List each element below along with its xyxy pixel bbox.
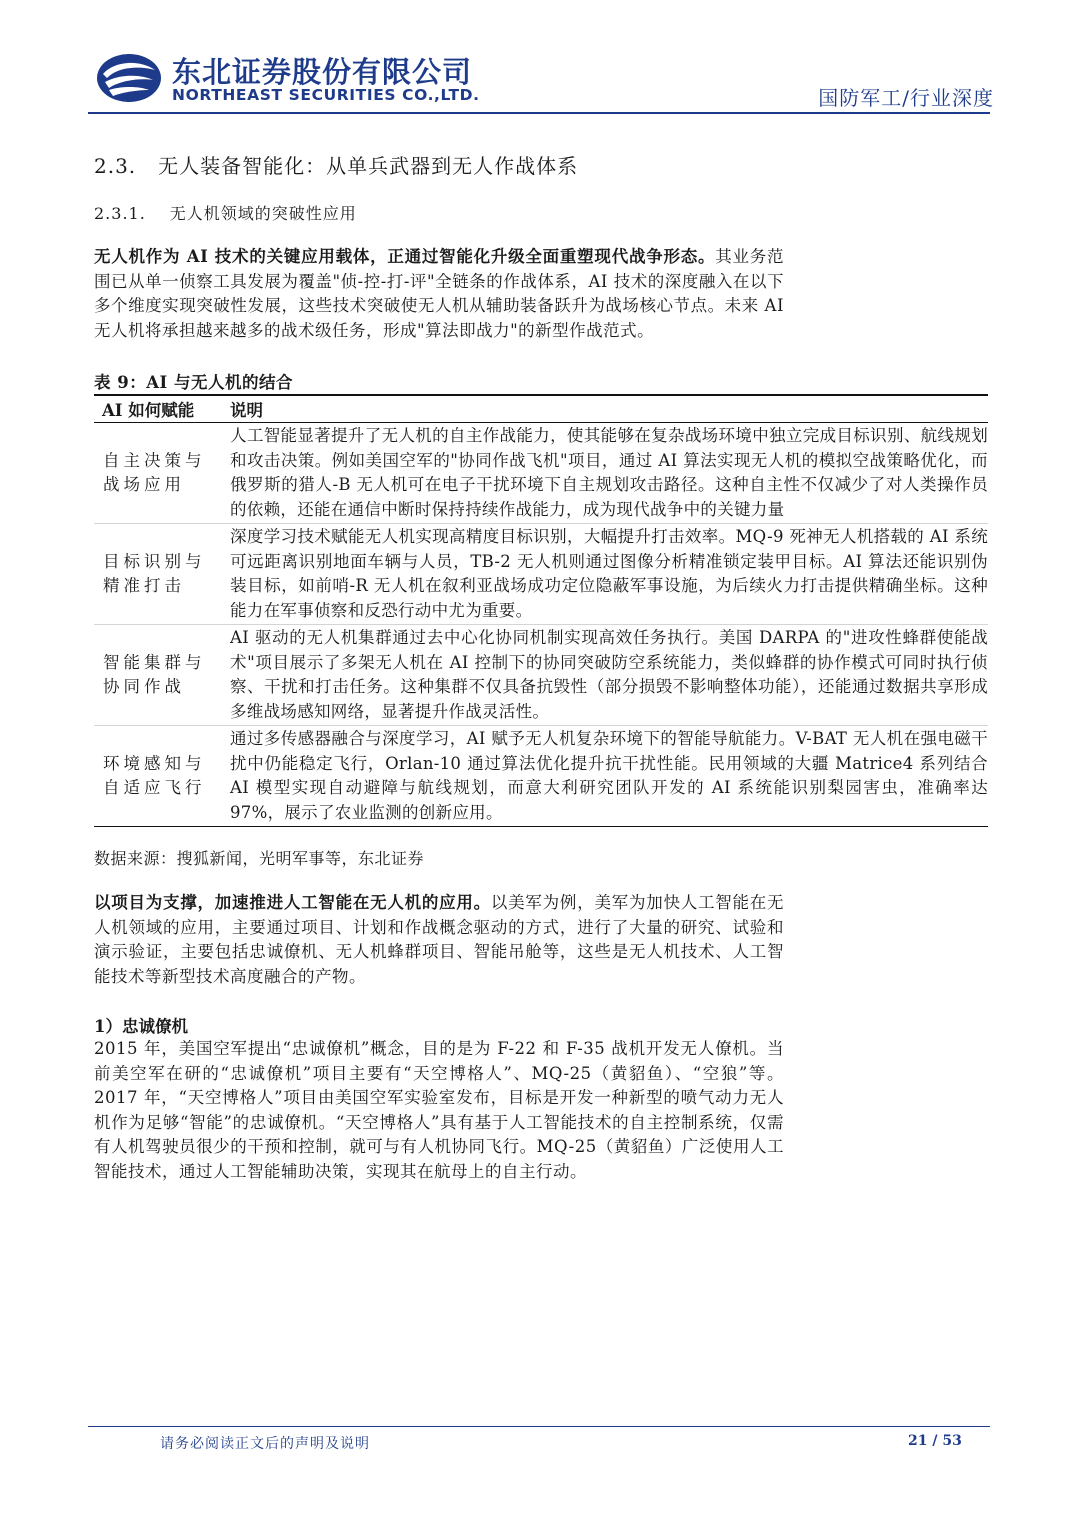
intro-paragraph	[94, 245, 784, 343]
company-name-en: NORTHEAST SECURITIES CO.,LTD.	[172, 86, 480, 104]
section-title: 无人装备智能化：从单兵武器到无人作战体系	[158, 154, 579, 178]
row-text: 深度学习技术赋能无人机实现高精度目标识别，大幅提升打击效率。MQ-9 死神无人机搭载的 AI 系统可远距离识别地面车辆与人员，TB-2 无人机则通过图像分析精准锁定装甲目标。AI 算法还能识别伪装目标，如前哨-R 无人机在叙利亚战场成功定位隐蔽军事设施，为后续火力打击提供精确坐标。这种能力在军事侦察和反恐行动中尤为重要。	[230, 527, 988, 620]
table-row	[94, 423, 988, 524]
table-row	[94, 726, 988, 827]
row-label: 环境感知与自适应飞行	[103, 753, 206, 797]
footer-rule	[88, 1426, 990, 1427]
footer-disclaimer: 请务必阅读正文后的声明及说明	[160, 1436, 370, 1452]
intro-lead: 无人机作为 AI 技术的关键应用载体，正通过智能化升级全面重塑现代战争形态。	[94, 247, 716, 266]
header-rule	[88, 112, 990, 114]
table-source: 数据来源：搜狐新闻，光明军事等，东北证券	[94, 849, 425, 868]
subsection-heading	[94, 201, 357, 224]
project-body: 以美军为例，美军为加快人工智能在无人机领域的应用，主要通过项目、计划和作战概念驱动的方式，进行了大量的研究、试验和演示验证，主要包括忠诚僚机、无人机蜂群项目、智能吊舱等，这些是无人机技术、人工智能技术等新型技术高度融合的产物。	[94, 893, 785, 986]
row-text: AI 驱动的无人机集群通过去中心化协同机制实现高效任务执行。美国 DARPA 的"进攻性蜂群使能战术"项目展示了多架无人机在 AI 控制下的协同突破防空系统能力，类似蜂群的协作模式可同时执行侦察、干扰和打击任务。这种集群不仅具备抗毁性（部分损毁不影响整体功能），还能通过数据共享形成多维战场感知网络，显著提升作战灵活性。	[230, 628, 988, 721]
section-heading	[94, 150, 578, 179]
company-name-cn: 东北证券股份有限公司	[172, 55, 473, 89]
table-row	[94, 524, 988, 625]
table-header-row	[94, 396, 988, 422]
subsection-title: 无人机领域的突破性应用	[169, 204, 357, 223]
project-lead: 以项目为支撑，加速推进人工智能在无人机的应用。	[94, 893, 491, 912]
project-paragraph	[94, 891, 784, 989]
table-row	[94, 625, 988, 726]
loyal-wingman-paragraph: 2015 年，美国空军提出“忠诚僚机”概念，目的是为 F-22 和 F-35 战机开发无人僚机。当前美空军在研的“忠诚僚机”项目主要有“天空博格人”、MQ-25（黄貂鱼）、“空狼”等。2017 年，“天空博格人”项目由美国空军实验室发布，目标是开发一种新型的喷气动力无人机作为足够“智能”的忠诚僚机。“天空博格人”具有基于人工智能技术的自主控制系统，仅需有人机驾驶员很少的干预和控制，就可与有人机协同飞行。MQ-25（黄貂鱼）广泛使用人工智能技术，通过人工智能辅助决策，实现其在航母上的自主行动。	[94, 1039, 784, 1181]
report-category: 国防军工/行业深度	[818, 86, 994, 110]
company-logo-icon	[95, 52, 163, 104]
section-number: 2.3.	[94, 154, 137, 178]
subsection-number: 2.3.1.	[94, 204, 146, 223]
row-label: 目标识别与精准打击	[103, 551, 206, 595]
loyal-wingman-heading: 1）忠诚僚机	[94, 1017, 188, 1036]
table-header-cell: AI 如何赋能	[102, 401, 195, 420]
table-header-cell: 说明	[230, 401, 263, 420]
table-caption: 表 9：AI 与无人机的结合	[94, 373, 293, 392]
row-label: 智能集群与协同作战	[103, 652, 206, 696]
row-text: 人工智能显著提升了无人机的自主作战能力，使其能够在复杂战场环境中独立完成目标识别、航线规划和攻击决策。例如美国空军的"协同作战飞机"项目，通过 AI 算法实现无人机的模拟空战策略优化，而俄罗斯的猎人-B 无人机可在电子干扰环境下自主规划攻击路径。这种自主性不仅减少了对人类操作员的依赖，还能在通信中断时保持持续作战能力，成为现代战争中的关键力量	[230, 426, 988, 519]
page-number: 21 / 53	[908, 1433, 962, 1449]
row-text: 通过多传感器融合与深度学习，AI 赋予无人机复杂环境下的智能导航能力。V-BAT 无人机在强电磁干扰中仍能稳定飞行，Orlan-10 通过算法优化提升抗干扰性能。民用领域的大疆 Matrice4 系列结合 AI 模型实现自动避障与航线规划，而意大利研究团队开发的 AI 系统能识别梨园害虫，准确率达 97%，展示了农业监测的创新应用。	[230, 729, 988, 822]
ai-drone-table	[94, 394, 988, 827]
intro-body: 其业务范围已从单一侦察工具发展为覆盖"侦-控-打-评"全链条的作战体系，AI 技术的深度融入在以下多个维度实现突破性发展，这些技术突破使无人机从辅助装备跃升为战场核心节点。未来 AI 无人机将承担越来越多的战术级任务，形成"算法即战力"的新型作战范式。	[94, 247, 785, 340]
row-label: 自主决策与战场应用	[103, 450, 206, 494]
